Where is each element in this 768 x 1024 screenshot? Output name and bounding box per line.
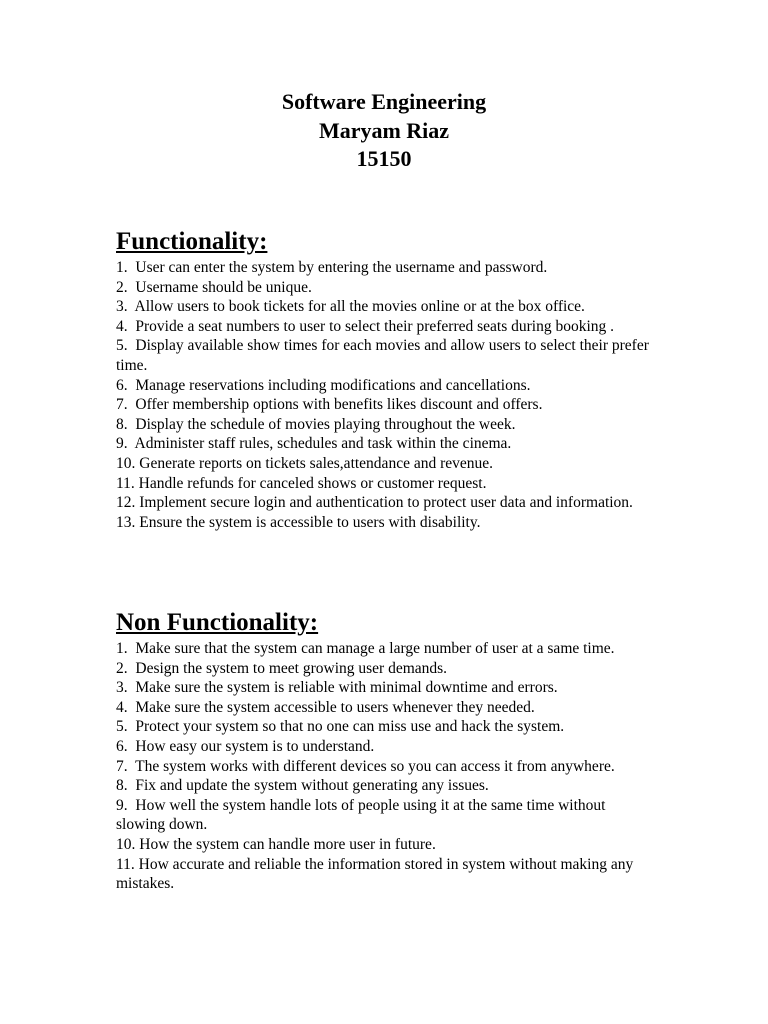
- non-functionality-item: 10. How the system can handle more user in future.: [116, 835, 436, 853]
- author-name: Maryam Riaz: [318, 117, 450, 143]
- functionality-item: 5. Display available show times for each movies and allow users to select their prefer time.: [116, 337, 649, 374]
- functionality-item: 10. Generate reports on tickets sales,attendance and revenue.: [116, 454, 494, 472]
- functionality-item: 1. User can enter the system by entering the username and password.: [116, 259, 548, 276]
- non-functionality-section: [116, 607, 656, 894]
- functionality-list: [116, 258, 656, 532]
- functionality-section: [116, 226, 656, 532]
- non-functionality-item: 3. Make sure the system is reliable with minimal downtime and errors.: [116, 679, 558, 697]
- non-functionality-item: 1. Make sure that the system can manage a large number of user at a same time.: [116, 640, 615, 657]
- non-functionality-item: 2. Design the system to meet growing user demands.: [116, 659, 448, 677]
- functionality-item: 13. Ensure the system is accessible to users with disability.: [116, 513, 481, 531]
- functionality-item: 11. Handle refunds for canceled shows or customer request.: [116, 474, 487, 492]
- non-functionality-item: 11. How accurate and reliable the information stored in system without making any mistakes.: [116, 855, 634, 893]
- non-functionality-heading: Non Functionality:: [116, 609, 319, 636]
- functionality-item: 3. Allow users to book tickets for all the movies online or at the box office.: [116, 298, 585, 316]
- functionality-item: 12. Implement secure login and authentication to protect user data and information.: [116, 494, 633, 512]
- document-header: [0, 88, 768, 174]
- non-functionality-item: 7. The system works with different devices so you can access it from anywhere.: [116, 757, 615, 775]
- course-title: Software Engineering: [281, 89, 487, 114]
- non-functionality-item: 6. How easy our system is to understand.: [116, 737, 375, 755]
- functionality-item: 8. Display the schedule of movies playing throughout the week.: [116, 415, 516, 433]
- functionality-item: 4. Provide a seat numbers to user to select their preferred seats during booking .: [116, 317, 615, 335]
- non-functionality-item: 9. How well the system handle lots of people using it at the same time without slowing down.: [116, 796, 606, 834]
- non-functionality-item: 8. Fix and update the system without generating any issues.: [116, 777, 489, 795]
- non-functionality-list: [116, 639, 656, 894]
- student-id: 15150: [356, 146, 412, 171]
- functionality-item: 6. Manage reservations including modifications and cancellations.: [116, 376, 531, 394]
- functionality-item: 2. Username should be unique.: [116, 278, 312, 296]
- functionality-item: 9. Administer staff rules, schedules and task within the cinema.: [116, 435, 512, 453]
- non-functionality-item: 5. Protect your system so that no one can miss use and hack the system.: [116, 718, 565, 736]
- non-functionality-item: 4. Make sure the system accessible to users whenever they needed.: [116, 698, 535, 716]
- functionality-item: 7. Offer membership options with benefits likes discount and offers.: [116, 396, 543, 414]
- functionality-heading: Functionality:: [116, 228, 268, 255]
